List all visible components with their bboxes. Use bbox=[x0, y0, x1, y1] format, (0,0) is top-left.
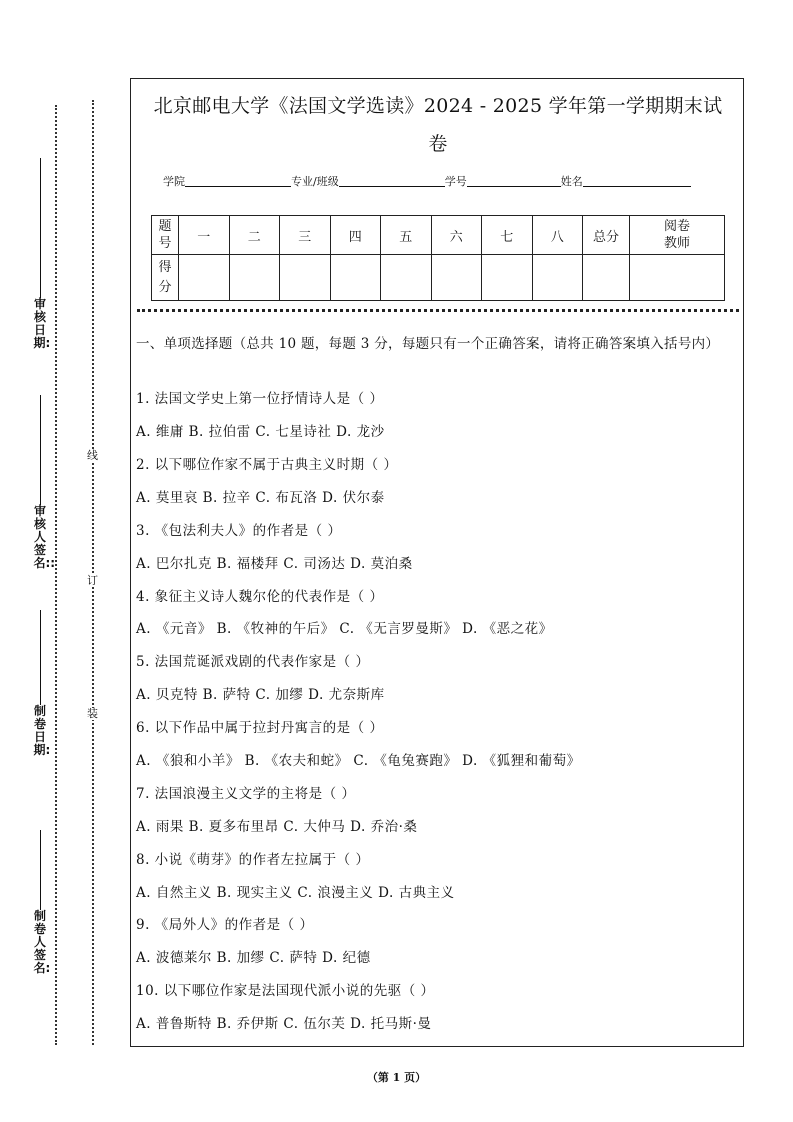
header-cell: 一 bbox=[179, 216, 230, 255]
student-id-field[interactable] bbox=[467, 174, 561, 187]
margin-dotted-line-outer bbox=[55, 105, 57, 1045]
student-id-label: 学号 bbox=[444, 175, 467, 188]
question-2: 2. 以下哪位作家不属于古典主义时期（ ） bbox=[136, 457, 398, 473]
exam-paper bbox=[130, 78, 744, 1047]
header-cell: 三 bbox=[280, 216, 331, 255]
score-cell[interactable] bbox=[179, 255, 230, 301]
maker-sign-field[interactable] bbox=[30, 830, 50, 975]
score-table bbox=[151, 215, 725, 301]
score-cell[interactable] bbox=[229, 255, 280, 301]
major-class-field[interactable] bbox=[339, 174, 445, 187]
maker-sign-label: 制卷人签名: bbox=[33, 909, 51, 975]
question-4: 4. 象征主义诗人魏尔伦的代表作是（ ） bbox=[136, 589, 384, 605]
student-info-row bbox=[163, 173, 723, 189]
options-2: A. 莫里哀 B. 拉辛 C. 布瓦洛 D. 伏尔泰 bbox=[136, 490, 385, 506]
exam-title-line2: 卷 bbox=[428, 133, 448, 155]
options-8: A. 自然主义 B. 现实主义 C. 浪漫主义 D. 古典主义 bbox=[136, 885, 455, 901]
bind-mark: 装 bbox=[87, 707, 98, 720]
header-cell-total: 总分 bbox=[583, 216, 630, 255]
options-5: A. 贝克特 B. 萨特 C. 加缪 D. 尤奈斯库 bbox=[136, 687, 385, 703]
question-6: 6. 以下作品中属于拉封丹寓言的是（ ） bbox=[136, 720, 384, 736]
question-7: 7. 法国浪漫主义文学的主将是（ ） bbox=[136, 786, 356, 802]
header-cell: 六 bbox=[431, 216, 482, 255]
reviewer-sign-label: 审核人签名:: bbox=[33, 504, 56, 570]
question-8: 8. 小说《萌芽》的作者左拉属于（ ） bbox=[136, 852, 370, 868]
score-cell[interactable] bbox=[381, 255, 432, 301]
dotted-divider bbox=[137, 309, 739, 312]
question-3: 3. 《包法利夫人》的作者是（ ） bbox=[136, 523, 342, 539]
score-label-cell: 得 分 bbox=[152, 255, 179, 301]
score-table-score-row bbox=[152, 255, 725, 301]
score-cell[interactable] bbox=[330, 255, 381, 301]
page-number: （第 1 页） bbox=[366, 1071, 427, 1084]
header-cell: 五 bbox=[381, 216, 432, 255]
header-cell: 二 bbox=[229, 216, 280, 255]
score-cell[interactable] bbox=[482, 255, 533, 301]
name-field[interactable] bbox=[583, 174, 691, 187]
score-cell[interactable] bbox=[431, 255, 482, 301]
question-5: 5. 法国荒诞派戏剧的代表作家是（ ） bbox=[136, 654, 370, 670]
order-mark: 订 bbox=[87, 574, 98, 587]
options-7: A. 雨果 B. 夏多布里昂 C. 大仲马 D. 乔治·桑 bbox=[136, 819, 418, 835]
name-label: 姓名 bbox=[560, 175, 583, 188]
reviewer-sign-field[interactable] bbox=[30, 395, 56, 570]
score-cell[interactable] bbox=[532, 255, 583, 301]
header-label-cell: 题 号 bbox=[152, 216, 179, 255]
score-table-header-row bbox=[152, 216, 725, 255]
section-heading: 一、单项选择题（总共 10 题，每题 3 分，每题只有一个正确答案，请将正确答案填入括号内） bbox=[136, 336, 720, 352]
header-cell: 八 bbox=[532, 216, 583, 255]
reviewer-date-field[interactable] bbox=[30, 158, 50, 350]
options-9: A. 波德莱尔 B. 加缪 C. 萨特 D. 纪德 bbox=[136, 950, 371, 966]
header-cell: 七 bbox=[482, 216, 533, 255]
options-1: A. 维庸 B. 拉伯雷 C. 七星诗社 D. 龙沙 bbox=[136, 424, 385, 440]
maker-date-label: 制卷日期: bbox=[33, 704, 51, 757]
score-cell-grader[interactable] bbox=[630, 255, 725, 301]
header-cell: 四 bbox=[330, 216, 381, 255]
reviewer-date-label: 审核日期: bbox=[33, 297, 51, 350]
options-6: A. 《狼和小羊》 B. 《农夫和蛇》 C. 《龟兔赛跑》 D. 《狐狸和葡萄》 bbox=[136, 753, 581, 769]
question-10: 10. 以下哪位作家是法国现代派小说的先驱（ ） bbox=[136, 983, 435, 999]
options-4: A. 《元音》 B. 《牧神的午后》 C. 《无言罗曼斯》 D. 《恶之花》 bbox=[136, 621, 553, 637]
exam-title-line1: 北京邮电大学《法国文学选读》2024 - 2025 学年第一学期期末试 bbox=[153, 95, 723, 117]
college-field[interactable] bbox=[185, 174, 291, 187]
question-9: 9. 《局外人》的作者是（ ） bbox=[136, 917, 314, 933]
maker-date-field[interactable] bbox=[30, 610, 50, 757]
exam-title bbox=[131, 87, 745, 163]
major-label: 专业/班级 bbox=[291, 175, 339, 188]
score-cell[interactable] bbox=[280, 255, 331, 301]
line-mark: 线 bbox=[87, 449, 98, 462]
college-label: 学院 bbox=[163, 175, 185, 188]
margin-dotted-line-inner bbox=[92, 100, 94, 1045]
question-1: 1. 法国文学史上第一位抒情诗人是（ ） bbox=[136, 391, 384, 407]
options-10: A. 普鲁斯特 B. 乔伊斯 C. 伍尔芙 D. 托马斯·曼 bbox=[136, 1016, 432, 1032]
score-cell-total[interactable] bbox=[583, 255, 630, 301]
options-3: A. 巴尔扎克 B. 福楼拜 C. 司汤达 D. 莫泊桑 bbox=[136, 556, 413, 572]
header-cell-grader: 阅卷 教师 bbox=[630, 216, 725, 255]
